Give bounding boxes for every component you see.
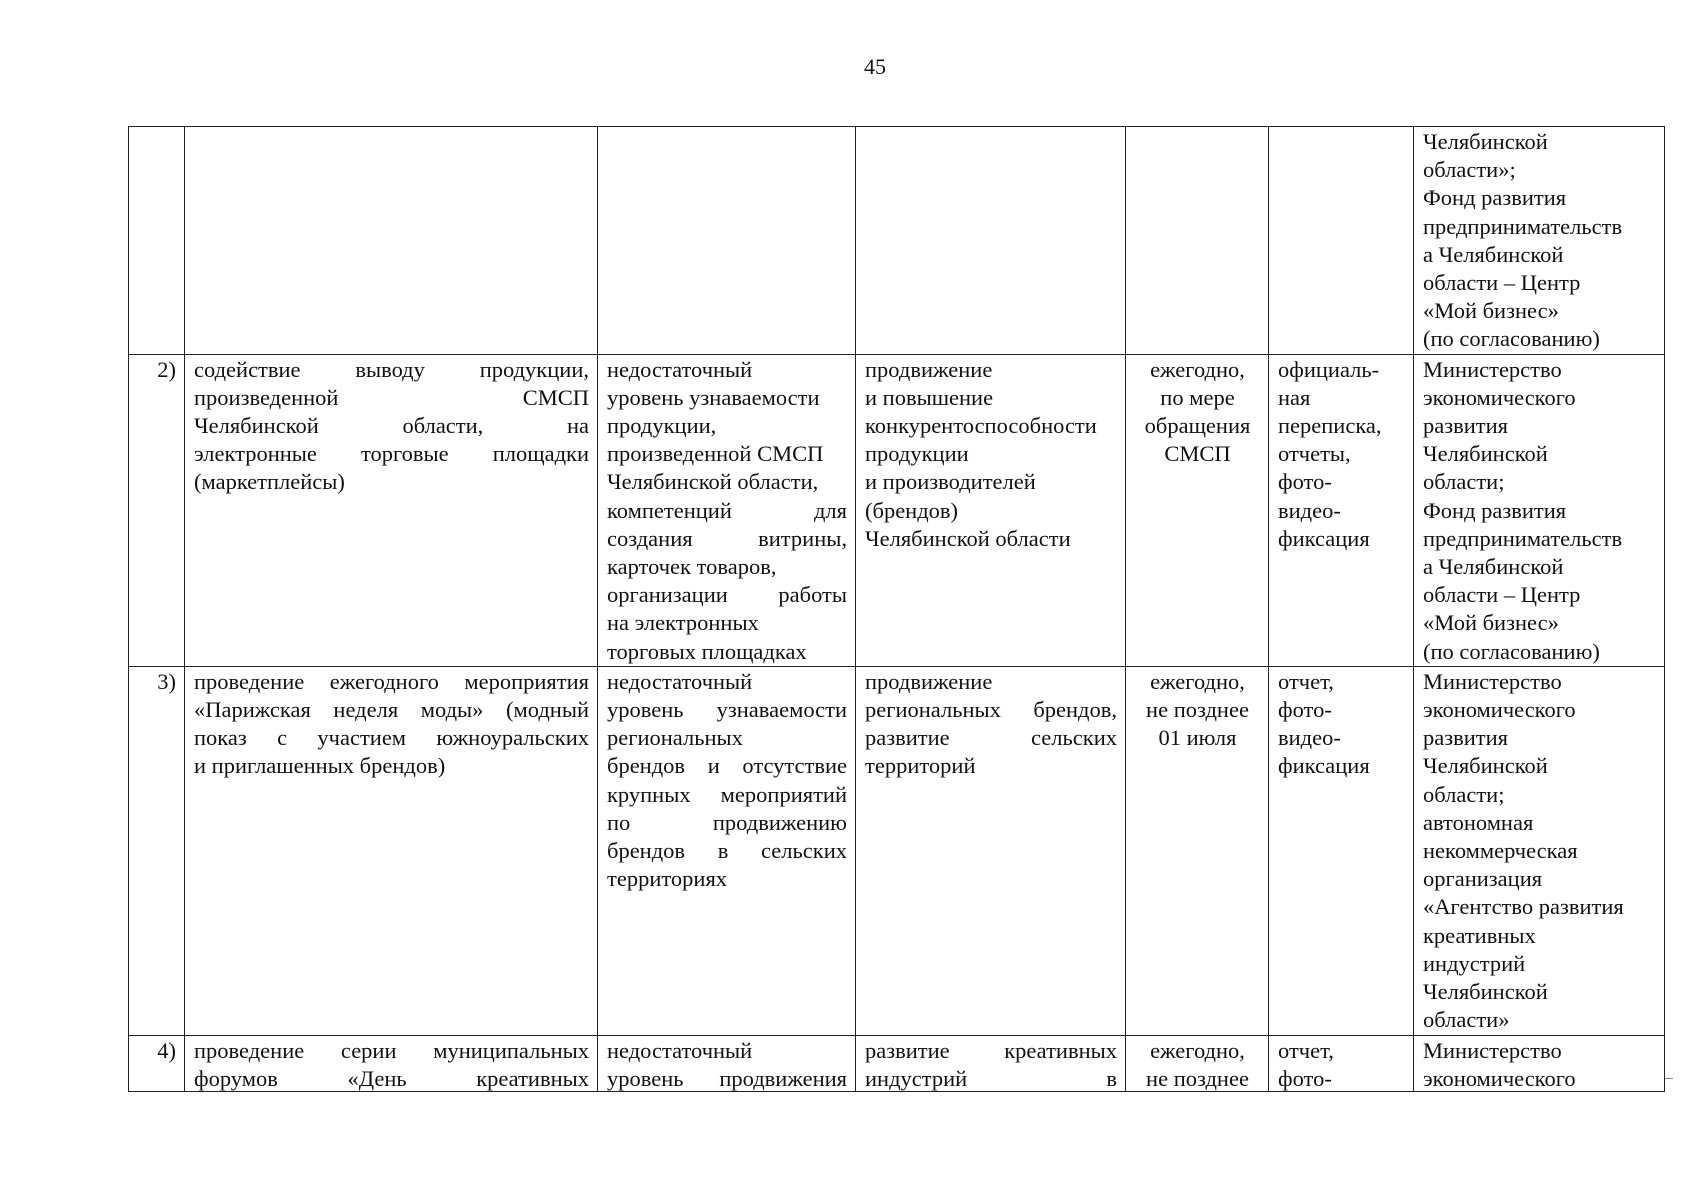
- deadline-line: ежегодно,: [1150, 668, 1245, 694]
- report-line: отчет,: [1278, 668, 1334, 694]
- measure-line: и приглашенных брендов): [194, 753, 446, 779]
- problem-line: недостаточный: [607, 356, 753, 382]
- table-row: [129, 127, 1665, 355]
- row-number: 4): [157, 1037, 176, 1063]
- result-line: Челябинской области: [865, 525, 1071, 551]
- cell-executor: [1414, 666, 1665, 1035]
- report-line: переписка,: [1278, 413, 1382, 439]
- cell-problem: [598, 666, 856, 1035]
- cell-executor: [1414, 1035, 1665, 1091]
- problem-line: крупных мероприятий: [607, 781, 847, 807]
- executor-line: (по согласованию): [1423, 326, 1600, 352]
- executor-line: а Челябинской: [1423, 241, 1564, 267]
- executor-line: автономная: [1423, 809, 1534, 835]
- report-line: отчеты,: [1278, 441, 1351, 467]
- result-line: региональных брендов,: [865, 697, 1117, 723]
- report-line: ная: [1278, 384, 1311, 410]
- executor-line: индустрий: [1423, 950, 1526, 976]
- executor-line: организация: [1423, 866, 1543, 892]
- executor-line: Челябинской: [1423, 753, 1548, 779]
- problem-line: брендов и отсутствие: [607, 753, 847, 779]
- executor-line: а Челябинской: [1423, 554, 1564, 580]
- deadline-line: не позднее: [1146, 1065, 1249, 1091]
- report-line: официаль-: [1278, 356, 1380, 382]
- executor-line: области;: [1423, 781, 1505, 807]
- report-line: фото-: [1278, 697, 1332, 723]
- table-row: [129, 666, 1665, 1035]
- cell-measure: [185, 1035, 598, 1091]
- table-row: [129, 354, 1665, 666]
- executor-line: креативных: [1423, 922, 1536, 948]
- report-line: фиксация: [1278, 753, 1370, 779]
- executor-line: Челябинской: [1423, 441, 1548, 467]
- executor-line: некоммерческая: [1423, 838, 1578, 864]
- cell-num: [129, 127, 185, 355]
- deadline-line: не позднее: [1146, 697, 1249, 723]
- result-line: (брендов): [865, 497, 959, 523]
- cell-report: [1269, 666, 1414, 1035]
- table-row: [129, 1035, 1665, 1091]
- cell-num: [129, 666, 185, 1035]
- cell-result: [856, 354, 1126, 666]
- cell-problem: [598, 1035, 856, 1091]
- measure-line: (маркетплейсы): [194, 469, 345, 495]
- row-number: 2): [157, 356, 176, 382]
- executor-line: предпринимательств: [1423, 213, 1623, 239]
- measures-table: [128, 126, 1665, 1092]
- result-line: и производителей: [865, 469, 1036, 495]
- cell-measure: [185, 666, 598, 1035]
- measure-line: проведение серии муниципальных: [194, 1037, 589, 1063]
- problem-line: торговых площадках: [607, 638, 807, 664]
- cell-report: [1269, 1035, 1414, 1091]
- report-line: видео-: [1278, 497, 1341, 523]
- cell-problem: [598, 127, 856, 355]
- deadline-line: СМСП: [1164, 441, 1231, 467]
- cell-report: [1269, 354, 1414, 666]
- cell-measure: [185, 354, 598, 666]
- measure-line: форумов «День креативных: [194, 1065, 589, 1091]
- result-line: развитие сельских: [865, 725, 1117, 751]
- executor-line: Фонд развития: [1423, 497, 1567, 523]
- measure-line: Челябинской области, на: [194, 413, 589, 439]
- deadline-line: ежегодно,: [1150, 1037, 1245, 1063]
- result-line: индустрий в: [865, 1065, 1117, 1091]
- cell-problem: [598, 354, 856, 666]
- result-line: продвижение: [865, 668, 993, 694]
- report-line: фото-: [1278, 1065, 1332, 1091]
- cell-executor: [1414, 354, 1665, 666]
- executor-line: Челябинской: [1423, 979, 1548, 1005]
- cell-measure: [185, 127, 598, 355]
- cell-report: [1269, 127, 1414, 355]
- executor-line: области – Центр: [1423, 270, 1581, 296]
- cell-num: [129, 354, 185, 666]
- problem-line: создания витрины,: [607, 525, 847, 551]
- cell-deadline: [1126, 354, 1269, 666]
- problem-line: Челябинской области,: [607, 469, 819, 495]
- executor-line: Министерство: [1423, 1037, 1562, 1063]
- deadline-line: обращения: [1144, 413, 1251, 439]
- result-line: территорий: [865, 753, 976, 779]
- executor-line: области»: [1423, 1007, 1510, 1033]
- problem-line: недостаточный: [607, 668, 753, 694]
- executor-line: Министерство: [1423, 668, 1562, 694]
- executor-line: развития: [1423, 413, 1509, 439]
- deadline-line: ежегодно,: [1150, 356, 1245, 382]
- problem-line: региональных: [607, 725, 743, 751]
- problem-line: брендов в сельских: [607, 838, 847, 864]
- result-line: продукции: [865, 441, 969, 467]
- executor-line: «Мой бизнес»: [1423, 298, 1559, 324]
- result-line: и повышение: [865, 384, 994, 410]
- problem-line: произведенной СМСП: [607, 441, 824, 467]
- cell-executor: [1414, 127, 1665, 355]
- executor-line: Фонд развития: [1423, 185, 1567, 211]
- executor-line: экономического: [1423, 697, 1576, 723]
- measure-line: проведение ежегодного мероприятия: [194, 668, 589, 694]
- cell-result: [856, 1035, 1126, 1091]
- executor-line: области – Центр: [1423, 582, 1581, 608]
- page-edge-mark: [1665, 1078, 1673, 1079]
- problem-line: уровень узнаваемости: [607, 384, 820, 410]
- page-number: 45: [864, 54, 886, 79]
- report-line: фото-: [1278, 469, 1332, 495]
- problem-line: карточек товаров,: [607, 554, 777, 580]
- executor-line: экономического: [1423, 1065, 1576, 1091]
- cell-deadline: [1126, 127, 1269, 355]
- measure-line: «Парижская неделя моды» (модный: [194, 697, 589, 723]
- cell-result: [856, 127, 1126, 355]
- executor-line: области;: [1423, 469, 1505, 495]
- report-line: отчет,: [1278, 1037, 1334, 1063]
- executor-line: предпринимательств: [1423, 525, 1623, 551]
- executor-line: экономического: [1423, 384, 1576, 410]
- result-line: конкурентоспособности: [865, 413, 1097, 439]
- executor-line: «Мой бизнес»: [1423, 610, 1559, 636]
- report-line: фиксация: [1278, 525, 1370, 551]
- deadline-line: 01 июля: [1158, 725, 1237, 751]
- executor-line: (по согласованию): [1423, 638, 1600, 664]
- problem-line: продукции,: [607, 413, 717, 439]
- report-line: видео-: [1278, 725, 1341, 751]
- cell-deadline: [1126, 666, 1269, 1035]
- cell-deadline: [1126, 1035, 1269, 1091]
- result-line: продвижение: [865, 356, 993, 382]
- executor-line: «Агентство развития: [1423, 894, 1624, 920]
- problem-line: уровень узнаваемости: [607, 697, 847, 723]
- problem-line: недостаточный: [607, 1037, 753, 1063]
- executor-line: Министерство: [1423, 356, 1562, 382]
- cell-num: [129, 1035, 185, 1091]
- problem-line: территориях: [607, 866, 728, 892]
- problem-line: организации работы: [607, 582, 847, 608]
- row-number: 3): [157, 668, 176, 694]
- problem-line: компетенций для: [607, 497, 847, 523]
- problem-line: уровень продвижения: [607, 1065, 847, 1091]
- measure-line: показ с участием южноуральских: [194, 725, 589, 751]
- measure-line: содействие выводу продукции,: [194, 356, 589, 382]
- measure-line: электронные торговые площадки: [194, 441, 589, 467]
- deadline-line: по мере: [1160, 384, 1235, 410]
- executor-line: области»;: [1423, 157, 1516, 183]
- measure-line: произведенной СМСП: [194, 384, 589, 410]
- problem-line: по продвижению: [607, 809, 847, 835]
- result-line: развитие креативных: [865, 1037, 1117, 1063]
- executor-line: развития: [1423, 725, 1509, 751]
- executor-line: Челябинской: [1423, 129, 1548, 154]
- cell-result: [856, 666, 1126, 1035]
- problem-line: на электронных: [607, 610, 759, 636]
